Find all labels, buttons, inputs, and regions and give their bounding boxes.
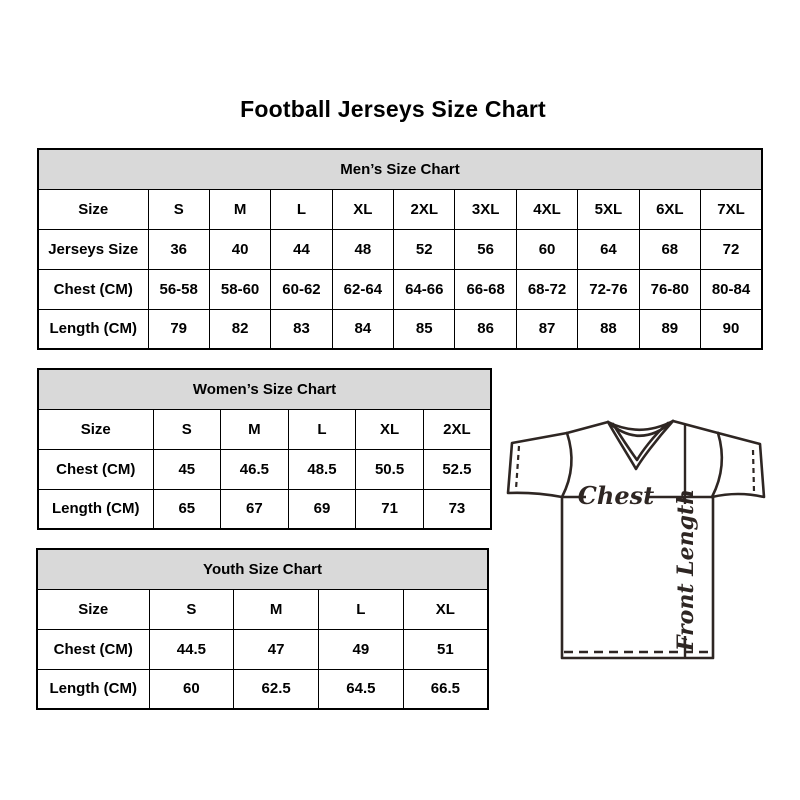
mens-cell: XL bbox=[332, 189, 393, 229]
mens-cell: 36 bbox=[148, 229, 209, 269]
mens-cell: 64-66 bbox=[394, 269, 455, 309]
youth-cell: L bbox=[319, 589, 404, 629]
mens-row-label: Chest (CM) bbox=[38, 269, 148, 309]
youth-cell: XL bbox=[403, 589, 488, 629]
womens-cell: 65 bbox=[153, 489, 221, 529]
womens-size-table bbox=[37, 368, 492, 528]
youth-row-label: Length (CM) bbox=[37, 669, 149, 709]
mens-cell: 80-84 bbox=[701, 269, 762, 309]
youth-table-row bbox=[37, 589, 488, 629]
mens-cell: 3XL bbox=[455, 189, 516, 229]
mens-cell: 4XL bbox=[516, 189, 577, 229]
womens-cell: M bbox=[221, 409, 289, 449]
womens-table-row bbox=[38, 489, 491, 529]
youth-cell: 44.5 bbox=[149, 629, 234, 669]
mens-table-title: Men’s Size Chart bbox=[38, 149, 762, 189]
womens-row-label: Length (CM) bbox=[38, 489, 153, 529]
womens-cell: L bbox=[288, 409, 356, 449]
mens-cell: 72-76 bbox=[578, 269, 639, 309]
womens-table-row bbox=[38, 449, 491, 489]
mens-cell: 60 bbox=[516, 229, 577, 269]
mens-cell: 56 bbox=[455, 229, 516, 269]
womens-cell: 48.5 bbox=[288, 449, 356, 489]
womens-cell: 71 bbox=[356, 489, 424, 529]
mens-cell: 68-72 bbox=[516, 269, 577, 309]
mens-cell: 85 bbox=[394, 309, 455, 349]
mens-cell: 88 bbox=[578, 309, 639, 349]
mens-cell: 60-62 bbox=[271, 269, 332, 309]
mens-cell: 89 bbox=[639, 309, 700, 349]
womens-cell: 45 bbox=[153, 449, 221, 489]
page-title: Football Jerseys Size Chart bbox=[240, 96, 546, 122]
youth-cell: 66.5 bbox=[403, 669, 488, 709]
womens-table-title: Women’s Size Chart bbox=[38, 369, 491, 409]
youth-cell: 47 bbox=[234, 629, 319, 669]
mens-cell: 79 bbox=[148, 309, 209, 349]
youth-size-table bbox=[36, 548, 489, 708]
youth-row-label: Size bbox=[37, 589, 149, 629]
mens-row-label: Jerseys Size bbox=[38, 229, 148, 269]
womens-table-row bbox=[38, 409, 491, 449]
mens-cell: 68 bbox=[639, 229, 700, 269]
mens-cell: 82 bbox=[209, 309, 270, 349]
mens-cell: 52 bbox=[394, 229, 455, 269]
mens-cell: 62-64 bbox=[332, 269, 393, 309]
youth-cell: 51 bbox=[403, 629, 488, 669]
youth-cell: 62.5 bbox=[234, 669, 319, 709]
womens-table bbox=[37, 368, 492, 530]
mens-cell: 58-60 bbox=[209, 269, 270, 309]
youth-table-title: Youth Size Chart bbox=[37, 549, 488, 589]
youth-cell: 60 bbox=[149, 669, 234, 709]
mens-cell: L bbox=[271, 189, 332, 229]
mens-cell: 83 bbox=[271, 309, 332, 349]
womens-cell: 69 bbox=[288, 489, 356, 529]
mens-cell: 56-58 bbox=[148, 269, 209, 309]
chest-label: Chest bbox=[577, 481, 655, 510]
youth-cell: S bbox=[149, 589, 234, 629]
mens-cell: S bbox=[148, 189, 209, 229]
jersey-measurement-diagram bbox=[500, 398, 790, 688]
womens-cell: 52.5 bbox=[423, 449, 491, 489]
mens-table bbox=[37, 148, 763, 350]
mens-cell: 48 bbox=[332, 229, 393, 269]
mens-size-table bbox=[37, 148, 763, 348]
womens-cell: 2XL bbox=[423, 409, 491, 449]
mens-cell: 87 bbox=[516, 309, 577, 349]
mens-cell: 76-80 bbox=[639, 269, 700, 309]
mens-cell: 6XL bbox=[639, 189, 700, 229]
mens-cell: 84 bbox=[332, 309, 393, 349]
youth-cell: 64.5 bbox=[319, 669, 404, 709]
mens-cell: 7XL bbox=[701, 189, 762, 229]
mens-cell: 72 bbox=[701, 229, 762, 269]
mens-cell: 5XL bbox=[578, 189, 639, 229]
youth-table-row bbox=[37, 669, 488, 709]
mens-cell: 44 bbox=[271, 229, 332, 269]
mens-cell: M bbox=[209, 189, 270, 229]
womens-cell: XL bbox=[356, 409, 424, 449]
mens-cell: 2XL bbox=[394, 189, 455, 229]
womens-cell: 67 bbox=[221, 489, 289, 529]
womens-cell: 73 bbox=[423, 489, 491, 529]
mens-table-row bbox=[38, 269, 762, 309]
mens-table-row bbox=[38, 309, 762, 349]
mens-cell: 64 bbox=[578, 229, 639, 269]
youth-table-row bbox=[37, 629, 488, 669]
mens-row-label: Size bbox=[38, 189, 148, 229]
mens-cell: 66-68 bbox=[455, 269, 516, 309]
womens-cell: 50.5 bbox=[356, 449, 424, 489]
youth-table bbox=[36, 548, 489, 710]
front-length-label: Front Length bbox=[673, 488, 699, 652]
youth-row-label: Chest (CM) bbox=[37, 629, 149, 669]
youth-cell: M bbox=[234, 589, 319, 629]
jersey-outline-icon bbox=[508, 421, 764, 658]
mens-cell: 86 bbox=[455, 309, 516, 349]
mens-cell: 40 bbox=[209, 229, 270, 269]
womens-row-label: Chest (CM) bbox=[38, 449, 153, 489]
mens-table-row bbox=[38, 229, 762, 269]
womens-cell: S bbox=[153, 409, 221, 449]
womens-row-label: Size bbox=[38, 409, 153, 449]
mens-cell: 90 bbox=[701, 309, 762, 349]
youth-cell: 49 bbox=[319, 629, 404, 669]
mens-table-row bbox=[38, 189, 762, 229]
mens-row-label: Length (CM) bbox=[38, 309, 148, 349]
womens-cell: 46.5 bbox=[221, 449, 289, 489]
